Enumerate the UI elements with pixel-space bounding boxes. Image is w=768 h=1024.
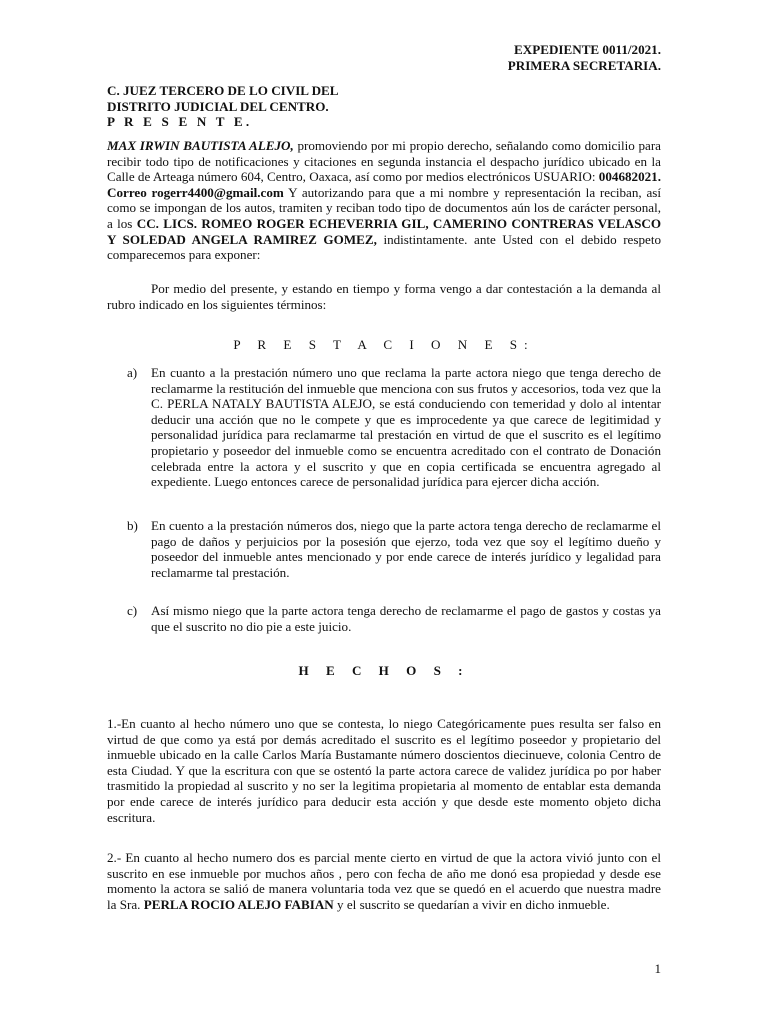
addressee-line-3: P R E S E N T E. [107, 114, 253, 129]
secretaria-label: PRIMERA SECRETARIA. [507, 57, 661, 73]
promovente-name: MAX IRWIN BAUTISTA ALEJO, [107, 138, 294, 153]
hecho-2-paragraph [107, 850, 661, 912]
usuario-email: 004682021. Correo rogerr4400@gmail.com [107, 169, 661, 200]
intro-paragraph [107, 138, 661, 263]
list-item-text: En cuanto a la prestación número uno que reclama la parte actora niego que tenga derecho de reclamarme la restitución del inmueble que menciona con sus frutos y accesorios, toda vez que la C. PERLA NATALY BAUTISTA ALEJO, se está conduciendo con temeridad y dolo al intentar deducir una acción que no le compete y que es improcedente ya que carece de legitimidad y personalidad jurídica para reclamarme tal prestación en virtud de que el suscrito es el legítimo propietario y poseedor del inmueble como se encuentra acreditado con el contrato de Donación celebrada entre la actora y el suscrito y que en copia certificada se encuentra agregado al expediente. Luego entonces carece de personalidad jurídica para ejercer dicha acción. [151, 365, 661, 490]
list-marker: b) [127, 518, 138, 533]
intro-text-3: indistintamente. ante Usted con el debido respeto comparecemos para exponer: [107, 231, 661, 263]
list-item-text: En cuento a la prestación números dos, niego que la parte actora tenga derecho de reclamarme el pago de daños y perjuicios por la posesión que ejerzo, toda vez que soy el legítimo dueño y poseedor del inmueble antes mencionado y por ende carece de interés jurídico y legalidad para reclamarme tal prestación. [151, 518, 661, 580]
addressee-block [107, 83, 339, 130]
list-item [107, 603, 661, 634]
prestaciones-list-c [107, 603, 661, 634]
list-item [107, 365, 661, 490]
authorized-lawyers: CC. LICS. ROMEO ROGER ECHEVERRIA GIL, CAMERINO CONTRERAS VELASCO Y SOLEDAD ANGELA RAMIREZ GOMEZ, [107, 215, 662, 247]
list-item [107, 518, 661, 580]
madre-name: PERLA ROCIO ALEJO FABIAN [143, 896, 334, 912]
list-item-text: Así mismo niego que la parte actora tenga derecho de reclamarme el pago de gastos y costas ya que el suscrito no dio pie a este juicio. [151, 603, 661, 634]
prestaciones-title: P R E S T A C I O N E S: [233, 337, 535, 352]
hecho-2-text-1: 2.- En cuanto al hecho numero dos es parcial mente cierto en virtud de que la actora vivió junto con el suscrito en ese inmueble por muchos años , pero con fecha de año me donó esa propiedad y desde ese momento la actora se salió de manera voluntaria toda vez que se quedó en el acuerdo que nuestra madre la Sra. [107, 850, 661, 912]
case-header [508, 42, 661, 73]
prestaciones-list [107, 365, 661, 490]
hecho-1-paragraph [107, 716, 661, 825]
hechos-title: H E C H O S : [298, 663, 470, 678]
intro-text-1: promoviendo por mi propio derecho, señalando como domicilio para recibir todo tipo de notificaciones y citaciones en segunda instancia el despacho jurídico ubicado en la Calle de Arteaga número 604, Centro, Oaxaca, así como por medios electrónicos USUARIO: [107, 138, 661, 185]
expediente-number: EXPEDIENTE 0011/2021. [514, 42, 661, 57]
list-marker: c) [127, 603, 138, 618]
hecho-1-text: 1.-En cuanto al hecho número uno que se contesta, lo niego Categóricamente pues resulta ser falso en virtud de que como ya está por demás acreditado el suscrito es el legítimo poseedor y propietario del inmueble ubicado en la calle Carlos María Bustamante número doscientos diecinueve, colonia Centro de esta Ciudad. Y que la escritura con que se ostentó la parte actora carece de validez jurídica po por haber trasmitido la propiedad al suscrito y no ser la legitima propietaria al momento de entablar esta demanda por ende carece de interés jurídico para deducir esta acción y que desde este momento objeto dicha escritura. [107, 716, 661, 825]
hecho-2-text-2: y el suscrito se quedarían a vivir en dicho inmueble. [333, 896, 610, 912]
list-marker: a) [127, 365, 138, 380]
exposition-text: Por medio del presente, y estando en tiempo y forma vengo a dar contestación a la demanda al rubro indicado en los siguientes términos: [107, 281, 661, 312]
intro-text-2: Y autorizando para que a mi nombre y representación la reciban, así como se impongan de los autos, tramiten y reciban todo tipo de documentos aún los de carácter personal, a los [107, 184, 661, 231]
addressee-line-1: C. JUEZ TERCERO DE LO CIVIL DEL [107, 83, 339, 98]
exposition-paragraph [107, 281, 661, 312]
addressee-line-2: DISTRITO JUDICIAL DEL CENTRO. [107, 98, 329, 114]
page-number: 1 [654, 961, 661, 976]
prestaciones-list-b [107, 518, 661, 580]
